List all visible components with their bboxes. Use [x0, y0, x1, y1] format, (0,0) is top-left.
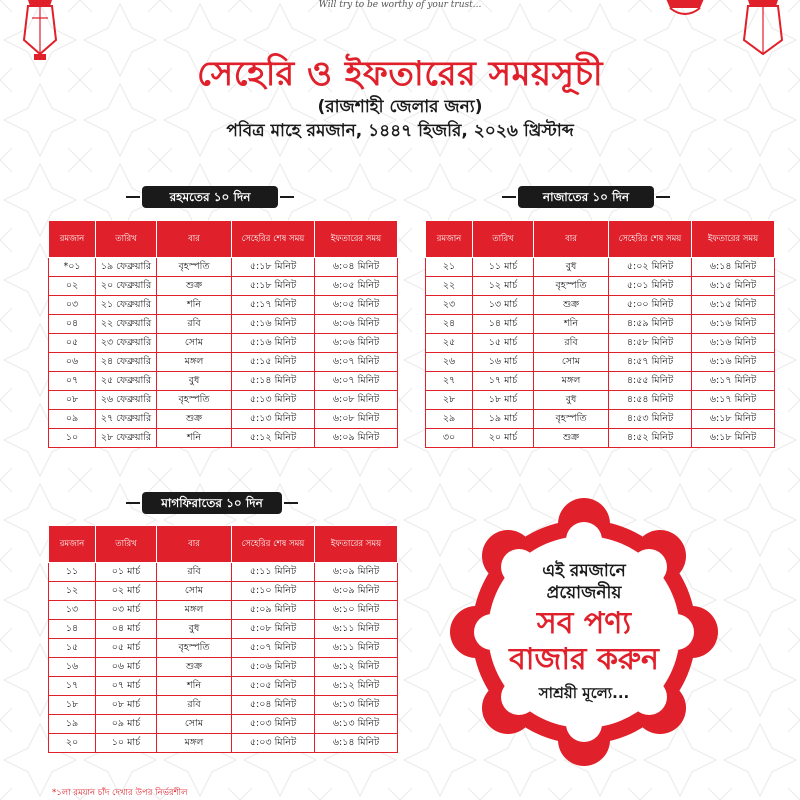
sehri-time-cell: ৪:৫৯ মিনিট: [609, 315, 692, 334]
column-header: সেহেরির শেষ সময়: [232, 221, 315, 258]
iftar-time-cell: ৬:১২ মিনিট: [315, 658, 398, 677]
weekday-cell: সোম: [534, 353, 609, 372]
date-cell: ০৬ মার্চ: [96, 658, 157, 677]
sehri-time-cell: ৪:৫৭ মিনিট: [609, 353, 692, 372]
iftar-time-cell: ৬:১৭ মিনিট: [692, 391, 775, 410]
weekday-cell: বুধ: [157, 372, 232, 391]
date-cell: ০৭ মার্চ: [96, 677, 157, 696]
ramadan-day-cell: ০৭: [49, 372, 96, 391]
column-header: সেহেরির শেষ সময়: [232, 526, 315, 563]
timetable-rahmat: [48, 220, 398, 448]
promo-line-3: সব পণ্য: [536, 606, 632, 641]
iftar-time-cell: ৬:১৪ মিনিট: [315, 734, 398, 753]
table-row: [49, 391, 398, 410]
table-row: [49, 372, 398, 391]
date-cell: ২০ মার্চ: [473, 429, 534, 448]
table-row: [426, 315, 775, 334]
promo-badge: [450, 498, 718, 766]
table-row: [426, 258, 775, 277]
sehri-time-cell: ৫:১০ মিনিট: [232, 582, 315, 601]
date-cell: ২৮ ফেব্রুয়ারি: [96, 429, 157, 448]
date-cell: ১০ মার্চ: [96, 734, 157, 753]
iftar-time-cell: ৬:০৭ মিনিট: [315, 372, 398, 391]
table-header-row: [49, 526, 398, 563]
weekday-cell: বৃহস্পতি: [157, 258, 232, 277]
iftar-time-cell: ৬:০৯ মিনিট: [315, 563, 398, 582]
column-header: তারিখ: [96, 526, 157, 563]
date-cell: ২৩ ফেব্রুয়ারি: [96, 334, 157, 353]
sehri-time-cell: ৫:০১ মিনিট: [609, 277, 692, 296]
table-row: [426, 429, 775, 448]
iftar-time-cell: ৬:০৭ মিনিট: [315, 353, 398, 372]
column-header: ইফতারের সময়: [692, 221, 775, 258]
column-header: তারিখ: [473, 221, 534, 258]
date-cell: ০৫ মার্চ: [96, 639, 157, 658]
date-cell: ১১ মার্চ: [473, 258, 534, 277]
section-label-magfirat: মাগফিরাতের ১০ দিন: [142, 492, 282, 514]
ramadan-day-cell: ১২: [49, 582, 96, 601]
weekday-cell: বুধ: [534, 391, 609, 410]
weekday-cell: রবি: [157, 563, 232, 582]
iftar-time-cell: ৬:১০ মিনিট: [315, 601, 398, 620]
table-row: [49, 334, 398, 353]
date-cell: ০১ মার্চ: [96, 563, 157, 582]
table-row: [426, 296, 775, 315]
sehri-time-cell: ৫:১৩ মিনিট: [232, 391, 315, 410]
date-cell: ১৪ মার্চ: [473, 315, 534, 334]
table-row: [49, 277, 398, 296]
table-row: [49, 639, 398, 658]
weekday-cell: রবি: [157, 315, 232, 334]
sehri-time-cell: ৫:০৬ মিনিট: [232, 658, 315, 677]
weekday-cell: মঙ্গল: [534, 372, 609, 391]
date-cell: ২৭ ফেব্রুয়ারি: [96, 410, 157, 429]
table-row: [49, 315, 398, 334]
ramadan-day-cell: ২১: [426, 258, 473, 277]
table-row: [49, 429, 398, 448]
table-row: [49, 734, 398, 753]
iftar-time-cell: ৬:১৬ মিনিট: [692, 315, 775, 334]
date-cell: ২২ ফেব্রুয়ারি: [96, 315, 157, 334]
iftar-time-cell: ৬:০৬ মিনিট: [315, 315, 398, 334]
date-cell: ২৬ ফেব্রুয়ারি: [96, 391, 157, 410]
date-cell: ১৬ মার্চ: [473, 353, 534, 372]
ramadan-day-cell: ০৯: [49, 410, 96, 429]
weekday-cell: শুক্র: [534, 429, 609, 448]
weekday-cell: বৃহস্পতি: [157, 639, 232, 658]
column-header: রমজান: [49, 526, 96, 563]
weekday-cell: রবি: [157, 696, 232, 715]
date-cell: ০২ মার্চ: [96, 582, 157, 601]
footnote: *১লা রমযান চাঁদ দেখার উপর নির্ভরশীল: [52, 788, 188, 798]
iftar-time-cell: ৬:১৮ মিনিট: [692, 429, 775, 448]
ramadan-day-cell: ২২: [426, 277, 473, 296]
promo-line-4: বাজার করুন: [509, 642, 659, 677]
date-cell: ২১ ফেব্রুয়ারি: [96, 296, 157, 315]
date-cell: ২৪ ফেব্রুয়ারি: [96, 353, 157, 372]
weekday-cell: শুক্র: [157, 277, 232, 296]
ramadan-day-cell: ১৬: [49, 658, 96, 677]
date-cell: ১৯ ফেব্রুয়ারি: [96, 258, 157, 277]
column-header: তারিখ: [96, 221, 157, 258]
ramadan-day-cell: ১৪: [49, 620, 96, 639]
subtitle-district: (রাজশাহী জেলার জন্য): [317, 97, 483, 117]
weekday-cell: বুধ: [534, 258, 609, 277]
date-cell: ১৭ মার্চ: [473, 372, 534, 391]
sehri-time-cell: ৫:১৭ মিনিট: [232, 296, 315, 315]
iftar-time-cell: ৬:১১ মিনিট: [315, 620, 398, 639]
table-row: [49, 582, 398, 601]
date-cell: ১২ মার্চ: [473, 277, 534, 296]
tagline: Will try to be worthy of your trust...: [318, 0, 482, 10]
iftar-time-cell: ৬:১৭ মিনিট: [692, 372, 775, 391]
weekday-cell: শনি: [534, 315, 609, 334]
iftar-time-cell: ৬:১৬ মিনিট: [692, 334, 775, 353]
ramadan-day-cell: ০৮: [49, 391, 96, 410]
sehri-time-cell: ৪:৫৫ মিনিট: [609, 372, 692, 391]
column-header: রমজান: [49, 221, 96, 258]
sehri-time-cell: ৫:০৩ মিনিট: [232, 734, 315, 753]
table-row: [49, 696, 398, 715]
date-cell: ১৯ মার্চ: [473, 410, 534, 429]
table-row: [49, 601, 398, 620]
sehri-time-cell: ৪:৫৮ মিনিট: [609, 334, 692, 353]
column-header: সেহেরির শেষ সময়: [609, 221, 692, 258]
iftar-time-cell: ৬:০৫ মিনিট: [315, 296, 398, 315]
ramadan-day-cell: ১৭: [49, 677, 96, 696]
timetable-magfirat: [48, 525, 398, 753]
table-row: [49, 563, 398, 582]
weekday-cell: মঙ্গল: [157, 601, 232, 620]
ramadan-day-cell: ৩০: [426, 429, 473, 448]
ramadan-day-cell: ০৩: [49, 296, 96, 315]
sehri-time-cell: ৫:১৬ মিনিট: [232, 334, 315, 353]
iftar-time-cell: ৬:১৮ মিনিট: [692, 410, 775, 429]
ramadan-day-cell: ২৯: [426, 410, 473, 429]
promo-line-5: সাশ্রয়ী মূল্যে...: [538, 684, 630, 702]
sehri-time-cell: ৫:০৪ মিনিট: [232, 696, 315, 715]
date-cell: ২০ ফেব্রুয়ারি: [96, 277, 157, 296]
section-label-rahmat: রহমতের ১০ দিন: [142, 186, 278, 208]
column-header: ইফতারের সময়: [315, 526, 398, 563]
table-row: [49, 715, 398, 734]
iftar-time-cell: ৬:০৯ মিনিট: [315, 429, 398, 448]
ramadan-day-cell: ০২: [49, 277, 96, 296]
weekday-cell: শনি: [157, 296, 232, 315]
ramadan-day-cell: ২৮: [426, 391, 473, 410]
sehri-time-cell: ৫:১৫ মিনিট: [232, 353, 315, 372]
weekday-cell: বুধ: [157, 620, 232, 639]
ramadan-day-cell: ১৫: [49, 639, 96, 658]
date-cell: ০৯ মার্চ: [96, 715, 157, 734]
table-row: [49, 410, 398, 429]
weekday-cell: শুক্র: [157, 658, 232, 677]
ramadan-day-cell: ০৪: [49, 315, 96, 334]
sehri-time-cell: ৪:৫৩ মিনিট: [609, 410, 692, 429]
weekday-cell: মঙ্গল: [157, 734, 232, 753]
ramadan-day-cell: ২৬: [426, 353, 473, 372]
promo-line-2: প্রয়োজনীয়: [546, 583, 622, 603]
weekday-cell: মঙ্গল: [157, 353, 232, 372]
sehri-time-cell: ৫:০০ মিনিট: [609, 296, 692, 315]
date-cell: ১৫ মার্চ: [473, 334, 534, 353]
iftar-time-cell: ৬:১৪ মিনিট: [692, 258, 775, 277]
iftar-time-cell: ৬:০৮ মিনিট: [315, 410, 398, 429]
date-cell: ২৫ ফেব্রুয়ারি: [96, 372, 157, 391]
iftar-time-cell: ৬:১৩ মিনিট: [315, 696, 398, 715]
weekday-cell: শুক্র: [157, 410, 232, 429]
weekday-cell: শনি: [157, 677, 232, 696]
sehri-time-cell: ৫:০৩ মিনিট: [232, 715, 315, 734]
table-row: [426, 334, 775, 353]
ramadan-day-cell: ০৬: [49, 353, 96, 372]
sehri-time-cell: ৫:১১ মিনিট: [232, 563, 315, 582]
iftar-time-cell: ৬:১১ মিনিট: [315, 639, 398, 658]
sehri-time-cell: ৫:০৯ মিনিট: [232, 601, 315, 620]
iftar-time-cell: ৬:০৪ মিনিট: [315, 258, 398, 277]
ramadan-day-cell: ১৮: [49, 696, 96, 715]
ramadan-day-cell: ১০: [49, 429, 96, 448]
ramadan-day-cell: ২৭: [426, 372, 473, 391]
page-title: সেহেরি ও ইফতারের সময়সূচী: [196, 54, 604, 94]
sehri-time-cell: ৫:১৩ মিনিট: [232, 410, 315, 429]
ramadan-day-cell: *০১: [49, 258, 96, 277]
table-row: [49, 620, 398, 639]
weekday-cell: সোম: [157, 715, 232, 734]
date-cell: ০৩ মার্চ: [96, 601, 157, 620]
table-header-row: [426, 221, 775, 258]
ramadan-day-cell: ১৩: [49, 601, 96, 620]
column-header: ইফতারের সময়: [315, 221, 398, 258]
iftar-time-cell: ৬:০৮ মিনিট: [315, 391, 398, 410]
ramadan-day-cell: ২৫: [426, 334, 473, 353]
date-cell: ১৮ মার্চ: [473, 391, 534, 410]
column-header: বার: [157, 526, 232, 563]
iftar-time-cell: ৬:১৩ মিনিট: [315, 715, 398, 734]
table-row: [426, 372, 775, 391]
iftar-time-cell: ৬:১২ মিনিট: [315, 677, 398, 696]
table-row: [426, 410, 775, 429]
date-cell: ০৮ মার্চ: [96, 696, 157, 715]
date-cell: ০৪ মার্চ: [96, 620, 157, 639]
sehri-time-cell: ৫:১২ মিনিট: [232, 429, 315, 448]
weekday-cell: সোম: [157, 582, 232, 601]
ramadan-day-cell: ০৫: [49, 334, 96, 353]
table-row: [426, 391, 775, 410]
timetable-najat: [425, 220, 775, 448]
promo-line-1: এই রমজানে: [542, 561, 626, 581]
sehri-time-cell: ৫:১৮ মিনিট: [232, 258, 315, 277]
ramadan-day-cell: ১৯: [49, 715, 96, 734]
iftar-time-cell: ৬:১৬ মিনিট: [692, 353, 775, 372]
sehri-time-cell: ৫:১৮ মিনিট: [232, 277, 315, 296]
table-row: [426, 277, 775, 296]
sehri-time-cell: ৫:০৫ মিনিট: [232, 677, 315, 696]
sehri-time-cell: ৫:০২ মিনিট: [609, 258, 692, 277]
sehri-time-cell: ৫:১৬ মিনিট: [232, 315, 315, 334]
ramadan-day-cell: ২৩: [426, 296, 473, 315]
section-label-najat: নাজাতের ১০ দিন: [518, 186, 654, 208]
weekday-cell: শুক্র: [534, 296, 609, 315]
ramadan-day-cell: ১১: [49, 563, 96, 582]
table-row: [49, 677, 398, 696]
ramadan-day-cell: ২৪: [426, 315, 473, 334]
weekday-cell: বৃহস্পতি: [534, 410, 609, 429]
ramadan-day-cell: ২০: [49, 734, 96, 753]
sehri-time-cell: ৫:০৮ মিনিট: [232, 620, 315, 639]
table-row: [426, 353, 775, 372]
iftar-time-cell: ৬:০৫ মিনিট: [315, 277, 398, 296]
subtitle-year: পবিত্র মাহে রমজান, ১৪৪৭ হিজরি, ২০২৬ খ্রিস্টাব্দ: [226, 121, 574, 141]
iftar-time-cell: ৬:১৫ মিনিট: [692, 296, 775, 315]
table-row: [49, 258, 398, 277]
weekday-cell: শনি: [157, 429, 232, 448]
table-row: [49, 658, 398, 677]
table-row: [49, 353, 398, 372]
weekday-cell: বৃহস্পতি: [534, 277, 609, 296]
column-header: বার: [534, 221, 609, 258]
sehri-time-cell: ৫:০৭ মিনিট: [232, 639, 315, 658]
sehri-time-cell: ৪:৫২ মিনিট: [609, 429, 692, 448]
sehri-time-cell: ৪:৫৪ মিনিট: [609, 391, 692, 410]
weekday-cell: রবি: [534, 334, 609, 353]
weekday-cell: বৃহস্পতি: [157, 391, 232, 410]
column-header: রমজান: [426, 221, 473, 258]
sehri-time-cell: ৫:১৪ মিনিট: [232, 372, 315, 391]
table-header-row: [49, 221, 398, 258]
column-header: বার: [157, 221, 232, 258]
iftar-time-cell: ৬:১৫ মিনিট: [692, 277, 775, 296]
date-cell: ১৩ মার্চ: [473, 296, 534, 315]
table-row: [49, 296, 398, 315]
iftar-time-cell: ৬:০৬ মিনিট: [315, 334, 398, 353]
weekday-cell: সোম: [157, 334, 232, 353]
iftar-time-cell: ৬:০৯ মিনিট: [315, 582, 398, 601]
